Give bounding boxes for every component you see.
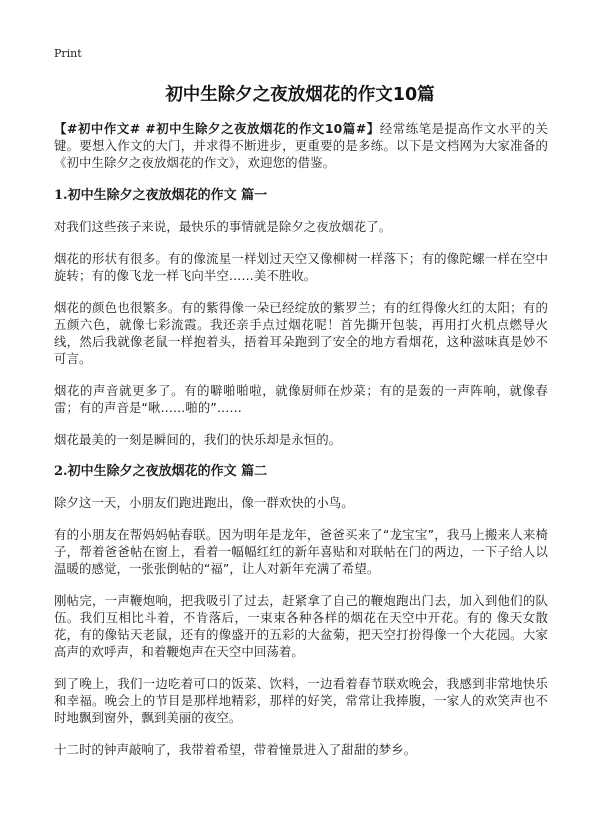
document-body [54, 120, 548, 773]
intro-text: 经常练笔是提高作文水平的关键。要想入作文的大门，并求得不断进步，更重要的是多练。以下是文档网为大家准备的《初中生除夕之夜放烟花的作文》，欢迎您的借鉴。 [54, 121, 548, 170]
paragraph: 烟花的颜色也很繁多。有的紫得像一朵已经绽放的紫罗兰；有的红得像火红的太阳；有的五颜六色，就像七彩流霞。我还亲手点过烟花呢！首先撕开包装，再用打火机点燃导火线，然后我就像老鼠一样抱着头，捂着耳朵跑到了安全的地方看烟花，这种滋味真是妙不可言。 [54, 300, 548, 366]
intro-paragraph [54, 120, 548, 171]
paragraph: 对我们这些孩子来说，最快乐的事情就是除夕之夜放烟花了。 [54, 219, 392, 234]
paragraph: 除夕这一天，小朋友们跑进跑出，像一群欢快的小鸟。 [54, 495, 354, 510]
paragraph: 烟花的声音就更多了。有的噼啪啪啦，就像厨师在炒菜；有的是轰的一声阵响，就像春雷；有的声音是“啾……啪的”…… [54, 383, 548, 415]
section-heading: 1.初中生除夕之夜放烟花的作文 篇一 [54, 188, 268, 203]
paragraph: 到了晚上，我们一边吃着可口的饭菜、饮料，一边看着春节联欢晚会，我感到非常地快乐和幸福。晚会上的节目是那样地精彩，那样的好笑，常常让我捧腹，一家人的欢笑声也不时地飘到窗外，飘到美丽的夜空。 [54, 676, 548, 725]
section-heading: 2.初中生除夕之夜放烟花的作文 篇二 [54, 464, 268, 479]
intro-tags: 【#初中作文# #初中生除夕之夜放烟花的作文10篇#】 [54, 121, 380, 136]
paragraph: 烟花的形状有很多。有的像流星一样划过天空又像柳树一样落下；有的像陀螺一样在空中旋转；有的像飞龙一样飞向半空……美不胜收。 [54, 251, 548, 283]
section-2 [54, 463, 548, 758]
page-title: 初中生除夕之夜放烟花的作文10篇 [165, 85, 435, 105]
print-label: Print [54, 47, 82, 60]
paragraph: 刚帖完，一声鞭炮响，把我吸引了过去，赶紧拿了自己的鞭炮跑出门去，加入到他们的队伍。我们互相比斗着，不肯落后，一束束各种各样的烟花在天空中开花。有的 像天女散花，有的像钻天老鼠，还有的像盛开的五彩的大盆菊，把天空打扮得像一个大花园。大家高声的欢呼声，和着鞭炮声在天空中回荡着。 [54, 593, 548, 659]
paragraph: 烟花最美的一刻是瞬间的，我们的快乐却是永恒的。 [54, 432, 342, 447]
section-1 [54, 187, 548, 448]
paragraph: 十二时的钟声敲响了，我带着希望，带着憧景进入了甜甜的梦乡。 [54, 742, 417, 757]
paragraph: 有的小朋友在帮妈妈帖春联。因为明年是龙年，爸爸买来了“龙宝宝”，我马上搬来人来椅子，帮着爸爸帖在窗上，看着一幅幅红红的新年喜贴和对联帖在门的两边，一下子给人以温暖的感觉，一张张倒帖的“福”，让人对新年充满了希望。 [54, 527, 548, 576]
